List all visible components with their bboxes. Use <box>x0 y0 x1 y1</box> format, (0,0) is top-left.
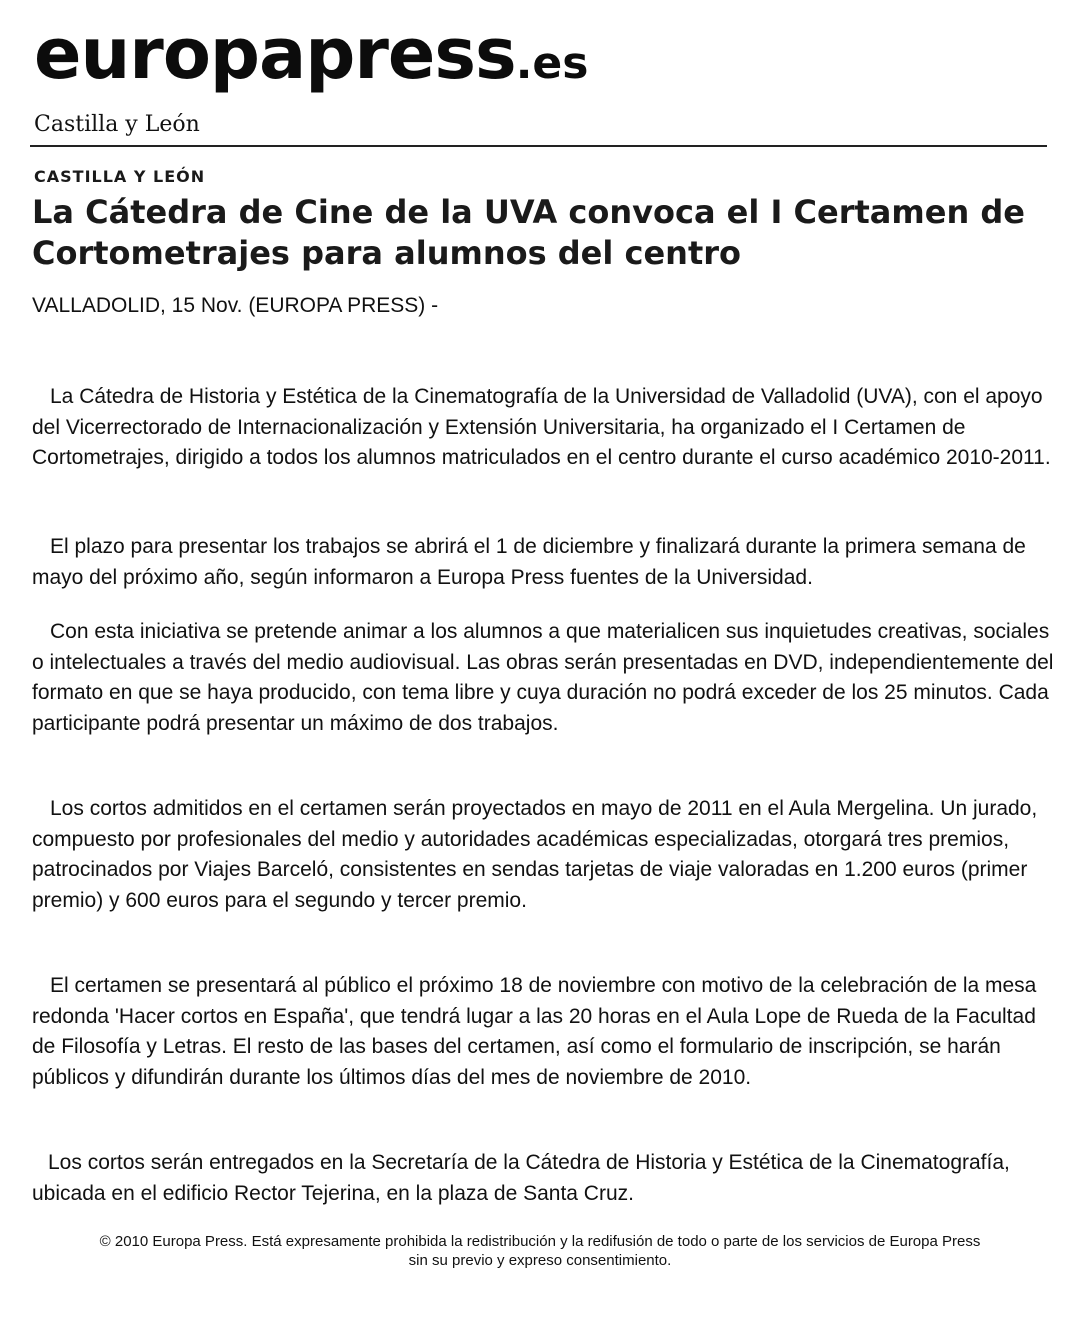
article-paragraph-2: El plazo para presentar los trabajos se abrirá el 1 de diciembre y finalizará durante la primera semana de mayo del próximo año, según informaron a Europa Press fuentes de la Universidad. <box>32 535 1026 589</box>
section-name: Castilla y León <box>34 112 200 137</box>
article-dateline: VALLADOLID, 15 Nov. (EUROPA PRESS) - <box>32 294 439 317</box>
article-kicker: CASTILLA Y LEÓN <box>34 167 206 186</box>
copyright-line-1: © 2010 Europa Press. Está expresamente prohibida la redistribución y la redifusión de todo o parte de los servicios de Europa Press <box>99 1233 981 1250</box>
copyright-footer <box>30 1232 1050 1270</box>
logo-tld-text: .es <box>515 38 589 89</box>
europapress-logo <box>34 14 588 104</box>
article-paragraph-1: La Cátedra de Historia y Estética de la Cinematografía de la Universidad de Valladolid (UVA), con el apoyo del Vicerrectorado de Internacionalización y Extensión Universitaria, ha organizado el I Certamen de Cortometrajes, dirigido a todos los alumnos matriculados en el centro durante el curso académico 2010-2011. <box>32 385 1051 469</box>
logo-main-text: europapress <box>34 13 516 95</box>
header-divider <box>30 145 1047 147</box>
article-paragraph-3: Con esta iniciativa se pretende animar a los alumnos a que materialicen sus inquietudes creativas, sociales o intelectuales a través del medio audiovisual. Las obras serán presentadas en DVD, independientemente del formato en que se haya producido, con tema libre y cuya duración no podrá exceder de los 25 minutos. Cada participante podrá presentar un máximo de dos trabajos. <box>32 620 1054 735</box>
article-paragraph-5: El certamen se presentará al público el próximo 18 de noviembre con motivo de la celebración de la mesa redonda 'Hacer cortos en España', que tendrá lugar a las 20 horas en el Aula Lope de Rueda de la Facultad de Filosofía y Letras. El resto de las bases del certamen, así como el formulario de inscripción, se harán públicos y difundirán durante los últimos días del mes de noviembre de 2010. <box>32 974 1037 1089</box>
article-headline: La Cátedra de Cine de la UVA convoca el I Certamen de Cortometrajes para alumnos del centro <box>32 193 1025 272</box>
copyright-line-2: sin su previo y expreso consentimiento. <box>408 1252 672 1269</box>
article-paragraph-6: Los cortos serán entregados en la Secretaría de la Cátedra de Historia y Estética de la Cinematografía, ubicada en el edificio Rector Tejerina, en la plaza de Santa Cruz. <box>32 1151 1010 1205</box>
article-paragraph-4: Los cortos admitidos en el certamen serán proyectados en mayo de 2011 en el Aula Mergelina. Un jurado, compuesto por profesionales del medio y autoridades académicas especializadas, otorgará tres premios, patrocinados por Viajes Barceló, consistentes en sendas tarjetas de viaje valoradas en 1.200 euros (primer premio) y 600 euros para el segundo y tercer premio. <box>32 797 1038 912</box>
